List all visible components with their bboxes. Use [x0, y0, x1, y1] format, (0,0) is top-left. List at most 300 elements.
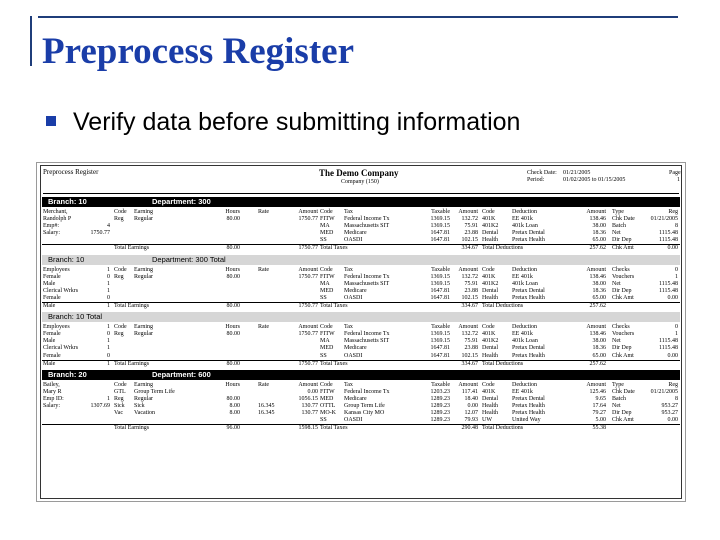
register-cell: 401k Loan — [512, 223, 538, 230]
register-cell: 401k Loan — [512, 338, 538, 345]
register-cell: 55.38 — [592, 425, 606, 432]
register-cell: Pretax Health — [512, 410, 545, 417]
register-cell: Medicare — [344, 287, 367, 294]
register-cell: 334.67 — [461, 245, 478, 252]
register-cell: 1647.81 — [430, 352, 450, 359]
register-cell: Code — [320, 381, 333, 388]
register-cell: Dir Dep — [612, 237, 632, 244]
section-total-bar — [42, 312, 680, 322]
register-cell: Medicare — [344, 395, 367, 402]
register-row — [42, 389, 680, 396]
register-cell: Pretax Dental — [512, 395, 545, 402]
register-cell: 18.36 — [592, 230, 606, 237]
register-cell: Amount — [298, 266, 318, 273]
register-cell: Reg — [114, 395, 124, 402]
register-cell: 290.48 — [461, 425, 478, 432]
register-cell: 1647.81 — [430, 287, 450, 294]
register-cell: 01/21/2005 — [650, 388, 678, 395]
register-cell: 138.46 — [589, 331, 606, 338]
register-cell: 117.41 — [461, 388, 478, 395]
register-cell: FITW — [320, 331, 335, 338]
register-cell: Dental — [482, 395, 498, 402]
section-total-bar — [42, 255, 680, 265]
register-cell: 18.40 — [464, 395, 478, 402]
branch-label: Branch: 10 — [48, 197, 87, 206]
register-cell: 0 — [675, 324, 678, 331]
register-cell: MED — [320, 395, 334, 402]
register-cell: Amount — [458, 381, 478, 388]
register-cell: Hours — [225, 266, 240, 273]
register-cell: 80.00 — [226, 303, 240, 310]
report-page — [40, 165, 682, 499]
register-cell: 401K — [482, 216, 496, 223]
register-cell: Salary: — [43, 403, 60, 410]
register-cell: Mary R — [43, 388, 62, 395]
register-row — [42, 267, 680, 274]
register-cell: Employees — [43, 266, 70, 273]
register-cell: 80.00 — [226, 245, 240, 252]
register-cell: 102.15 — [461, 294, 478, 301]
register-cell: MA — [320, 280, 330, 287]
register-row — [42, 345, 680, 352]
page-label: Page — [669, 170, 681, 176]
register-cell: Total Taxes — [320, 245, 348, 252]
register-cell: 0.00 — [667, 417, 678, 424]
register-cell: 1 — [107, 280, 110, 287]
department-label: Department: 300 — [152, 197, 211, 206]
register-cell: Regular — [134, 331, 153, 338]
register-cell: 1 — [107, 338, 110, 345]
register-row — [42, 331, 680, 338]
company-code: Company (150) — [341, 179, 379, 185]
register-cell: Reg — [114, 273, 124, 280]
register-cell: Code — [320, 266, 333, 273]
register-cell: 125.46 — [589, 388, 606, 395]
register-cell: Net — [612, 280, 621, 287]
register-cell: 1750.77 — [298, 245, 318, 252]
register-cell: 1115.48 — [658, 230, 678, 237]
register-cell: SS — [320, 294, 327, 301]
totals-row — [42, 302, 680, 309]
register-cell: Female — [43, 294, 61, 301]
register-cell: Net — [612, 230, 621, 237]
register-cell: Chk Amt — [612, 245, 634, 252]
page-number: 1 — [677, 177, 680, 183]
register-cell: Group Term Life — [344, 403, 385, 410]
register-cell: Tax — [344, 209, 353, 215]
register-row — [42, 353, 680, 360]
register-cell: Earning — [134, 381, 153, 388]
register-row — [42, 295, 680, 302]
register-cell: 334.67 — [461, 360, 478, 367]
register-cell: 75.91 — [464, 223, 478, 230]
register-cell: Amount — [458, 324, 478, 331]
register-cell: Total Deductions — [482, 360, 524, 367]
register-cell: Female — [43, 331, 61, 338]
register-cell: 38.00 — [592, 280, 606, 287]
register-cell: 18.36 — [592, 287, 606, 294]
register-cell: OASDI — [344, 237, 363, 244]
register-cell: 75.91 — [464, 280, 478, 287]
register-cell: Massachusetts SIT — [344, 223, 390, 230]
register-cell: Amount — [298, 381, 318, 388]
register-cell: 334.67 — [461, 303, 478, 310]
company-name: The Demo Company — [319, 168, 399, 178]
register-cell: Vac — [114, 410, 123, 417]
report-meta-values — [563, 170, 643, 184]
register-cell: 1369.15 — [430, 216, 450, 223]
register-cell: Salary: — [43, 230, 60, 237]
register-cell: FITW — [320, 388, 335, 395]
register-cell: 257.62 — [589, 245, 606, 252]
register-cell: Health — [482, 237, 498, 244]
register-cell: 0 — [107, 352, 110, 359]
register-cell: Rate — [258, 381, 269, 388]
register-cell: 138.46 — [589, 273, 606, 280]
branch-label: Branch: 10 — [48, 254, 85, 264]
register-cell: 1 — [107, 360, 110, 367]
register-cell: 23.88 — [464, 230, 478, 237]
register-cell: Hours — [225, 381, 240, 388]
register-cell: 257.62 — [589, 360, 606, 367]
register-cell: 23.88 — [464, 287, 478, 294]
report-title: Preprocess Register — [43, 168, 99, 176]
register-cell: 953.27 — [661, 403, 678, 410]
register-cell: 401k Loan — [512, 280, 538, 287]
register-cell: 16.345 — [258, 410, 275, 417]
register-cell: Deduction — [512, 266, 537, 273]
register-cell: Deduction — [512, 381, 537, 388]
register-cell: 80.00 — [226, 395, 240, 402]
branch-label: Branch: 20 — [48, 369, 87, 379]
register-cell: Dental — [482, 345, 498, 352]
register-cell: Massachusetts SIT — [344, 280, 390, 287]
register-row — [42, 410, 680, 417]
register-cell: Pretax Dental — [512, 230, 545, 237]
register-cell: 1289.23 — [430, 403, 450, 410]
register-cell: 1115.48 — [658, 338, 678, 345]
register-cell: Reg — [668, 381, 678, 388]
register-cell: Total Taxes — [320, 360, 348, 367]
register-cell: Code — [114, 266, 127, 273]
register-cell: Dir Dep — [612, 345, 632, 352]
register-cell: Federal Income Tx — [344, 331, 390, 338]
register-cell: 1369.15 — [430, 223, 450, 230]
register-cell: 1 — [107, 303, 110, 310]
title-frame-left-rule — [30, 16, 32, 66]
register-cell: FITW — [320, 216, 335, 223]
register-cell: 9.65 — [595, 395, 606, 402]
register-cell: Reg — [668, 209, 678, 215]
register-cell: Type — [612, 381, 624, 388]
period-label: Period: — [527, 177, 545, 184]
report-image — [36, 162, 686, 502]
register-cell: Sick — [114, 403, 125, 410]
register-cell: UW — [482, 417, 492, 424]
register-cell: Hours — [225, 209, 240, 215]
register-cell: Total Taxes — [320, 425, 348, 432]
register-cell: Total Earnings — [114, 425, 150, 432]
register-cell: Code — [482, 266, 495, 273]
register-cell: Rate — [258, 324, 269, 331]
header-rule — [43, 193, 679, 194]
register-cell: Sick — [134, 403, 145, 410]
register-cell: Health — [482, 403, 498, 410]
register-cell: Code — [114, 324, 127, 331]
register-cell: OASDI — [344, 417, 363, 424]
register-cell: FITW — [320, 273, 335, 280]
register-cell: 23.88 — [464, 345, 478, 352]
register-cell: Amount — [586, 209, 606, 215]
register-cell: 1115.48 — [658, 345, 678, 352]
register-cell: 79.93 — [464, 417, 478, 424]
register-rows — [42, 382, 680, 432]
register-cell: MED — [320, 345, 334, 352]
register-cell: 1647.81 — [430, 294, 450, 301]
register-cell: Health — [482, 352, 498, 359]
register-cell: Tax — [344, 381, 353, 388]
register-cell: Net — [612, 403, 621, 410]
register-cell: 65.00 — [592, 237, 606, 244]
register-cell: Male — [43, 338, 56, 345]
register-cell: Chk Amt — [612, 352, 634, 359]
register-cell: 80.00 — [226, 331, 240, 338]
register-cell: Code — [114, 381, 127, 388]
register-cell: OASDI — [344, 294, 363, 301]
register-cell: 01/21/2005 — [650, 216, 678, 223]
register-cell: Female — [43, 273, 61, 280]
register-cell: 132.72 — [461, 216, 478, 223]
register-rows — [42, 209, 680, 252]
register-cell: Reg — [114, 331, 124, 338]
register-cell: 8.00 — [229, 410, 240, 417]
register-row — [42, 338, 680, 345]
register-cell: Dental — [482, 287, 498, 294]
register-cell: Pretax Health — [512, 294, 545, 301]
register-cell: 79.27 — [592, 410, 606, 417]
register-cell: United Way — [512, 417, 541, 424]
register-cell: 1598.15 — [298, 425, 318, 432]
register-cell: Federal Income Tx — [344, 216, 390, 223]
register-cell: EE 401k — [512, 388, 533, 395]
register-cell: Pretax Health — [512, 352, 545, 359]
register-cell: Pretax Health — [512, 403, 545, 410]
register-cell: Checks — [612, 266, 630, 273]
title-frame-top-rule — [38, 16, 678, 18]
register-row — [42, 281, 680, 288]
period-value: 01/02/2005 to 01/15/2005 — [563, 177, 626, 184]
register-cell: 65.00 — [592, 294, 606, 301]
register-cell: GTL — [114, 388, 126, 395]
register-cell: 0.00 — [667, 352, 678, 359]
register-cell: 1 — [107, 324, 110, 331]
register-cell: 65.00 — [592, 352, 606, 359]
register-cell: Taxable — [431, 209, 450, 215]
register-cell: Health — [482, 410, 498, 417]
register-cell: 401K — [482, 331, 496, 338]
register-cell: Total Taxes — [320, 303, 348, 310]
register-cell: SS — [320, 237, 327, 244]
register-cell: Vouchers — [612, 331, 635, 338]
section-header-bar — [42, 370, 680, 380]
register-cell: 401K — [482, 388, 496, 395]
register-cell: 102.15 — [461, 352, 478, 359]
register-cell: 138.46 — [589, 216, 606, 223]
register-row — [42, 223, 680, 230]
register-cell: Batch — [612, 395, 626, 402]
register-cell: 0 — [107, 331, 110, 338]
department-label: Department: 600 — [152, 369, 211, 379]
register-cell: 0.00 — [667, 245, 678, 252]
register-cell: Earning — [134, 209, 153, 215]
totals-row — [42, 244, 680, 251]
register-row — [42, 403, 680, 410]
register-cell: MO-K — [320, 410, 336, 417]
register-cell: Kansas City MO — [344, 410, 385, 417]
register-cell: 16.345 — [258, 403, 275, 410]
register-cell: Clerical Wrkrs — [43, 287, 79, 294]
register-cell: Amount — [458, 209, 478, 215]
register-cell: Amount — [458, 266, 478, 273]
totals-row — [42, 424, 680, 431]
register-cell: 132.72 — [461, 331, 478, 338]
register-cell: Female — [43, 352, 61, 359]
register-cell: Amount — [586, 324, 606, 331]
register-cell: 1056.15 — [298, 395, 318, 402]
register-cell: Net — [612, 338, 621, 345]
register-cell: 1750.77 — [298, 360, 318, 367]
register-cell: Deduction — [512, 324, 537, 331]
branch-label: Branch: 10 Total — [48, 312, 103, 322]
register-cell: Group Term Life — [134, 388, 175, 395]
register-cell: Bailey, — [43, 381, 60, 388]
register-cell: 96.00 — [226, 425, 240, 432]
register-cell: 130.77 — [301, 403, 318, 410]
register-cell: 1750.77 — [298, 273, 318, 280]
register-cell: Rate — [258, 266, 269, 273]
register-row — [42, 324, 680, 331]
register-cell: Amount — [586, 381, 606, 388]
register-cell: Earning — [134, 324, 153, 331]
register-cell: Regular — [134, 395, 153, 402]
register-cell: Total Deductions — [482, 425, 524, 432]
register-cell: 1115.48 — [658, 237, 678, 244]
register-cell: 17.64 — [592, 403, 606, 410]
register-cell: Rate — [258, 209, 269, 215]
register-cell: Medicare — [344, 230, 367, 237]
section-header-bar — [42, 197, 680, 207]
register-cell: SS — [320, 417, 327, 424]
register-cell: Reg — [114, 216, 124, 223]
register-cell: Health — [482, 294, 498, 301]
register-cell: Clerical Wrkrs — [43, 345, 79, 352]
register-cell: OTTL — [320, 403, 336, 410]
register-cell: Amount — [298, 324, 318, 331]
register-row — [42, 417, 680, 424]
register-cell: EE 401k — [512, 331, 533, 338]
register-cell: 75.91 — [464, 338, 478, 345]
register-cell: Total Earnings — [114, 303, 150, 310]
register-cell: 130.77 — [301, 410, 318, 417]
register-cell: Deduction — [512, 209, 537, 215]
register-cell: 401K2 — [482, 338, 499, 345]
register-cell: 257.62 — [589, 303, 606, 310]
register-cell: Chk Date — [612, 216, 635, 223]
register-cell: 1115.48 — [658, 280, 678, 287]
register-cell: Merchant, — [43, 209, 68, 215]
register-cell: 1369.15 — [430, 280, 450, 287]
register-cell: Code — [114, 209, 127, 215]
register-cell: 1289.23 — [430, 395, 450, 402]
register-cell: Pretax Dental — [512, 287, 545, 294]
register-cell: 80.00 — [226, 273, 240, 280]
register-cell: 401K2 — [482, 280, 499, 287]
register-cell: 0.00 — [467, 403, 478, 410]
register-cell: Earning — [134, 266, 153, 273]
register-cell: OASDI — [344, 352, 363, 359]
register-cell: Pretax Dental — [512, 345, 545, 352]
register-cell: MA — [320, 223, 330, 230]
register-cell: Dir Dep — [612, 287, 632, 294]
register-cell: 18.36 — [592, 345, 606, 352]
register-cell: Male — [43, 303, 56, 310]
register-cell: Vouchers — [612, 273, 635, 280]
register-cell: 1750.77 — [90, 230, 110, 237]
register-cell: 0 — [107, 294, 110, 301]
register-cell: 38.00 — [592, 338, 606, 345]
register-cell: 5.00 — [595, 417, 606, 424]
register-cell: Massachusetts SIT — [344, 338, 390, 345]
register-cell: Total Earnings — [114, 360, 150, 367]
bullet-square-icon — [46, 116, 56, 126]
totals-row — [42, 360, 680, 367]
register-cell: 1369.15 — [430, 273, 450, 280]
register-cell: 1647.81 — [430, 230, 450, 237]
register-cell: Taxable — [431, 324, 450, 331]
register-cell: Code — [482, 381, 495, 388]
register-cell: 1289.23 — [430, 417, 450, 424]
register-cell: 0.00 — [307, 388, 318, 395]
register-rows — [42, 324, 680, 367]
register-row — [42, 237, 680, 244]
register-cell: 38.00 — [592, 223, 606, 230]
register-cell: EE 401k — [512, 273, 533, 280]
register-cell: 1369.15 — [430, 331, 450, 338]
register-cell: Code — [482, 209, 495, 215]
register-cell: 1369.15 — [430, 338, 450, 345]
register-cell: 8 — [675, 395, 678, 402]
register-cell: EE 401k — [512, 216, 533, 223]
register-cell: Code — [482, 324, 495, 331]
register-cell: 1 — [675, 331, 678, 338]
register-cell: 1 — [107, 395, 110, 402]
register-cell: 1647.81 — [430, 345, 450, 352]
register-cell: Regular — [134, 216, 153, 223]
register-row — [42, 230, 680, 237]
register-row — [42, 396, 680, 403]
register-cell: 1750.77 — [298, 331, 318, 338]
register-cell: SS — [320, 352, 327, 359]
register-cell: Federal Income Tx — [344, 388, 390, 395]
register-cell: Male — [43, 360, 56, 367]
register-cell: 12.07 — [464, 410, 478, 417]
register-cell: Dir Dep — [612, 410, 632, 417]
register-cell: 8 — [675, 223, 678, 230]
register-cell: 1647.81 — [430, 237, 450, 244]
register-cell: 1750.77 — [298, 216, 318, 223]
register-cell: 0 — [107, 273, 110, 280]
check-date-label: Check Date: — [527, 170, 557, 176]
